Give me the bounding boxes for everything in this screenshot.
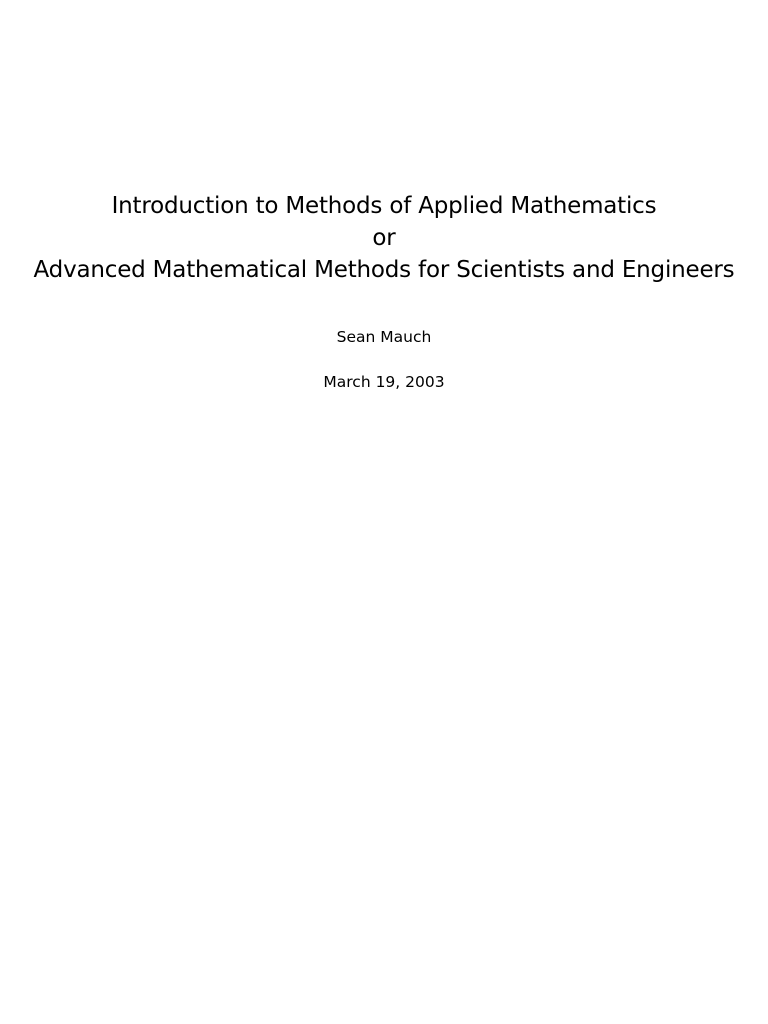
title-line-2: Advanced Mathematical Methods for Scientists and Engineers bbox=[33, 257, 735, 283]
author-name: Sean Mauch bbox=[336, 328, 432, 346]
title-line-1: Introduction to Methods of Applied Mathematics bbox=[111, 193, 657, 219]
document-title bbox=[0, 190, 768, 286]
title-connector: or bbox=[372, 225, 396, 251]
publication-date: March 19, 2003 bbox=[323, 373, 445, 391]
